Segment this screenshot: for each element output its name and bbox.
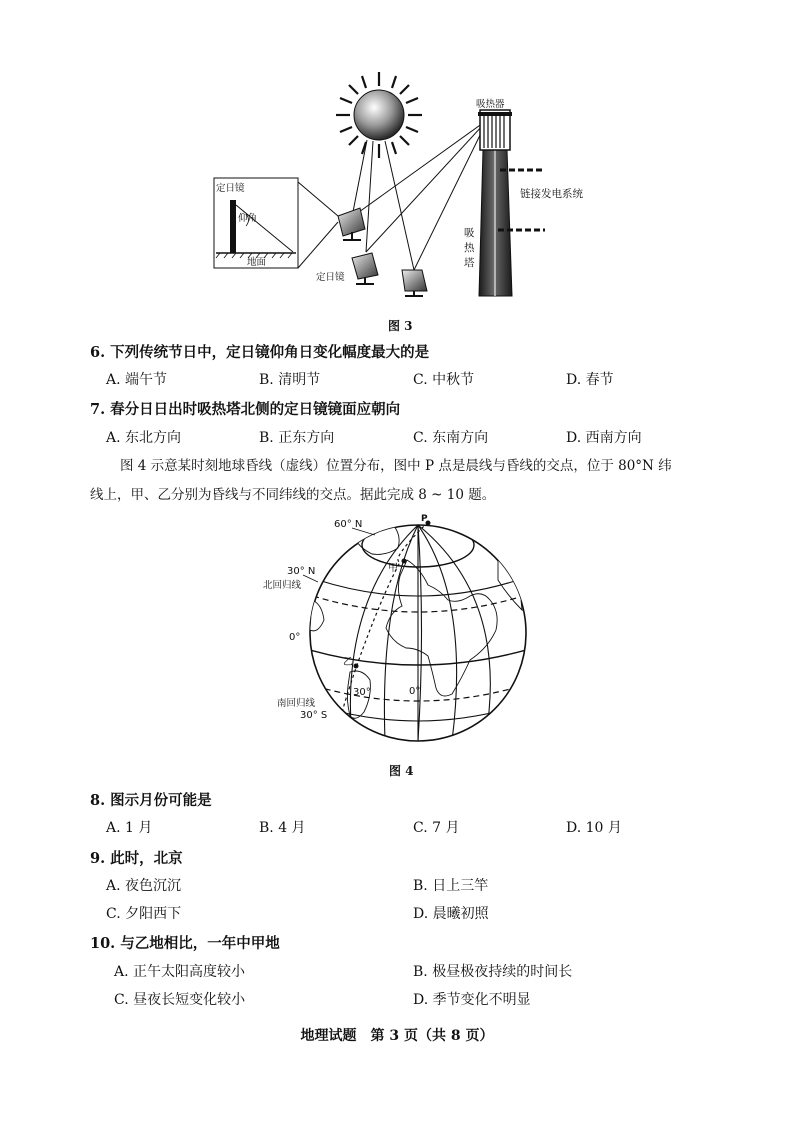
q6-option-c: C. 中秋节 [413, 372, 475, 388]
lon-30-label: 30° [353, 687, 371, 698]
intro-line-1: 图 4 示意某时刻地球昏线（虚线）位置分布，图中 P 点是晨线与昏线的交点，位于 80°N 纬 [120, 458, 672, 474]
q10-option-a: A. 正午太阳高度较小 [114, 964, 246, 980]
tropic-cancer-label: 北回归线 [263, 580, 302, 591]
tower-label-1: 吸 [464, 227, 475, 239]
tower-label-3: 塔 [464, 257, 475, 269]
point-jia-label: 甲 [388, 563, 398, 574]
question-7-stem: 7. 春分日日出时吸热塔北侧的定日镜镜面应朝向 [90, 401, 401, 418]
q8-option-c: C. 7 月 [413, 820, 460, 836]
q9-option-c: C. 夕阳西下 [106, 906, 182, 922]
q7-option-c: C. 东南方向 [413, 430, 489, 446]
figure-3-solar-tower-diagram [0, 0, 794, 310]
figure-4-globe-diagram [0, 510, 794, 760]
intro-line-2: 线上，甲、乙分别为昏线与不同纬线的交点。据此完成 8 ~ 10 题。 [90, 487, 496, 503]
point-yi-label: 乙 [343, 657, 353, 668]
point-yi-marker [354, 664, 359, 669]
q7-option-b: B. 正东方向 [259, 430, 335, 446]
q9-option-b: B. 日上三竿 [413, 878, 489, 894]
lon-0-label: 0° [409, 686, 421, 697]
q10-option-d: D. 季节变化不明显 [413, 992, 531, 1008]
q10-option-b: B. 极昼极夜持续的时间长 [413, 964, 573, 980]
q8-option-d: D. 10 月 [566, 820, 622, 836]
heliostat-mirror-2 [352, 253, 378, 284]
point-p-label: P [421, 514, 428, 524]
question-9-stem: 9. 此时，北京 [90, 850, 183, 867]
q8-option-b: B. 4 月 [259, 820, 306, 836]
figure-4-caption: 图 4 [389, 764, 414, 778]
point-jia-marker [402, 559, 407, 564]
question-8-stem: 8. 图示月份可能是 [90, 792, 212, 809]
absorption-tower [478, 110, 545, 296]
absorber-label: 吸热器 [476, 99, 505, 110]
inset-ground-label: 地面 [247, 257, 267, 268]
tower-label-2: 热 [464, 242, 475, 254]
sun-icon [336, 72, 422, 158]
lat-60n-label: 60° N [334, 519, 363, 530]
inset-angle-label: 仰角 [238, 213, 258, 224]
q8-option-a: A. 1 月 [106, 820, 153, 836]
lat-30s-label: 30° S [300, 710, 328, 721]
q7-option-a: A. 东北方向 [106, 430, 182, 446]
q6-option-d: D. 春节 [566, 372, 614, 388]
heliostat-mirror-1 [338, 208, 365, 240]
lat-30n-label: 30° N [287, 566, 316, 577]
question-6-stem: 6. 下列传统节日中，定日镜仰角日变化幅度最大的是 [90, 344, 430, 361]
lat-0-label: 0° [289, 632, 301, 643]
q7-option-d: D. 西南方向 [566, 430, 642, 446]
q9-option-a: A. 夜色沉沉 [106, 878, 182, 894]
inset-title: 定日镜 [216, 183, 245, 194]
q6-option-a: A. 端午节 [106, 372, 168, 388]
globe [303, 521, 526, 742]
page-footer: 地理试题 第 3 页（共 8 页） [300, 1028, 494, 1044]
question-10-stem: 10. 与乙地相比，一年中甲地 [90, 935, 280, 952]
generator-label: 链接发电系统 [520, 188, 583, 200]
figure-3-caption: 图 3 [388, 319, 413, 333]
q6-option-b: B. 清明节 [259, 372, 321, 388]
tropic-capricorn-label: 南回归线 [277, 698, 316, 709]
heliostat-label: 定日镜 [316, 272, 345, 283]
q9-option-d: D. 晨曦初照 [413, 906, 489, 922]
q10-option-c: C. 昼夜长短变化较小 [114, 992, 246, 1008]
heliostat-mirror-3 [402, 270, 427, 296]
